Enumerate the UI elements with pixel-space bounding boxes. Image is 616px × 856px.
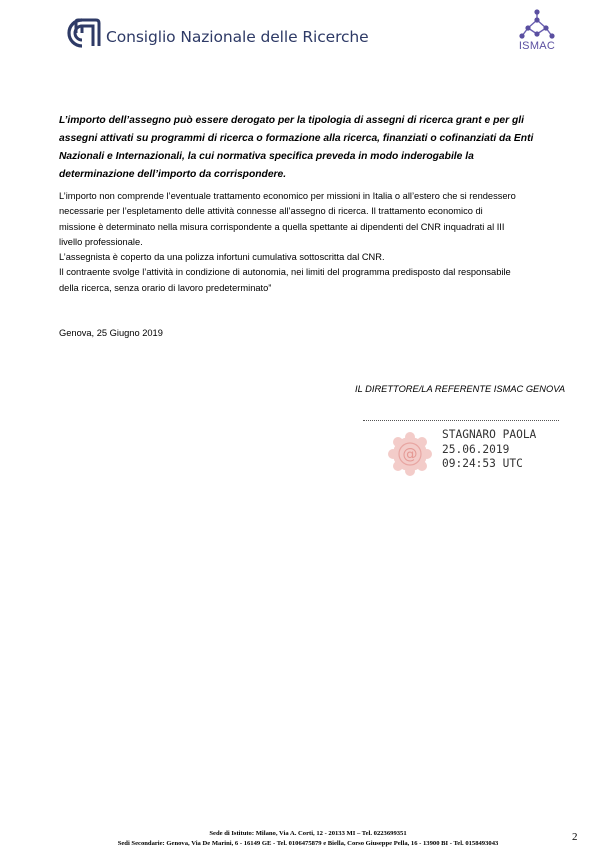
- text-line: L’importo non comprende l’eventuale trattamento economico per missioni in Italia o all’estero che si rendessero: [59, 191, 516, 201]
- signature-date: 25.06.2019: [442, 442, 510, 456]
- ismac-logo-text: ISMAC: [518, 40, 556, 52]
- page-number: 2: [572, 831, 578, 843]
- footer-line: Sede di Istituto: Milano, Via A. Corti, 12 - 20133 MI – Tel. 0223699351: [209, 830, 407, 837]
- text-line: livello professionale.: [59, 236, 143, 247]
- cnr-logo-icon: [62, 17, 102, 49]
- text-line: L’importo dell’assegno può essere derogato per la tipologia di assegni di ricerca grant e per gli: [59, 115, 524, 126]
- text-line: missione è determinato nella misura corrispondente a quella spettante ai dipendenti del CNR inquadrati al III: [59, 221, 505, 232]
- digital-signature-text: [442, 428, 536, 472]
- text-line: Nazionali e Internazionali, la cui normativa specifica preveda in modo inderogabile la: [59, 151, 474, 162]
- org-name: Consiglio Nazionale delle Ricerche: [106, 28, 369, 46]
- text-line: determinazione dell’importo da corrispondere.: [59, 169, 287, 180]
- signatory-title: IL DIRETTORE/LA REFERENTE ISMAC GENOVA: [355, 384, 566, 394]
- text-line: assegni attivati su programmi di ricerca o formazione alla ricerca, finanziati o cofinanziati da Enti: [59, 133, 534, 144]
- text-line: Il contraente svolge l’attività in condizione di autonomia, nei limiti del programma predisposto dal responsabile: [59, 267, 511, 278]
- signature-time: 09:24:53 UTC: [442, 457, 523, 470]
- signer-name: STAGNARO PAOLA: [442, 428, 537, 441]
- signature-line: [363, 420, 559, 421]
- italic-paragraph: [59, 112, 581, 184]
- place-date: Genova, 25 Giugno 2019: [59, 328, 163, 338]
- text-line: L’assegnista è coperto da una polizza infortuni cumulativa sottoscritta dal CNR.: [59, 252, 385, 263]
- footer-line: Sedi Secondarie: Genova, Via De Marini, 6 - 16149 GE - Tel. 0106475879 e Biella, Corso Giuseppe Pella, 16 - 13900 BI - Tel. 0158493043: [117, 839, 499, 847]
- body-paragraph: [59, 189, 581, 296]
- svg-text:@: @: [402, 445, 418, 463]
- digital-signature-seal-icon: [388, 432, 432, 476]
- footer-address: [0, 829, 616, 848]
- text-line: necessarie per l’espletamento delle attività connesse all’assegno di ricerca. Il trattamento economico di: [59, 206, 483, 217]
- text-line: della ricerca, senza orario di lavoro predeterminato”: [59, 282, 272, 293]
